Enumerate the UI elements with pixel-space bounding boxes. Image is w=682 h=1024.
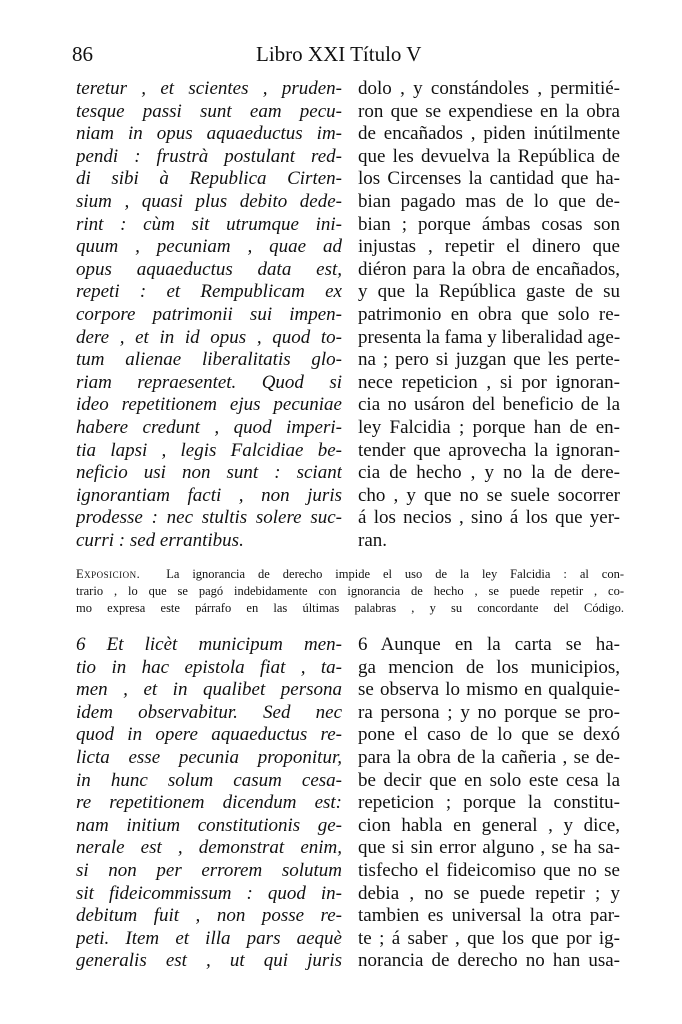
text-line: si non per errorem solutum [76, 859, 342, 881]
text-line: corpore patrimonii sui impen- [76, 303, 342, 325]
text-line: ra persona ; y no porque se pro- [358, 701, 620, 723]
text-line: pone el caso de lo que se dexó [358, 724, 620, 746]
spanish-column-2 [358, 634, 620, 973]
text-line: tio in hac epistola fiat , ta- [76, 656, 342, 678]
text-line: 6 Et licèt municipum men- [76, 634, 342, 655]
text-line: men , et in qualibet persona [76, 679, 342, 701]
text-line: 6 Aunque en la carta se ha- [358, 634, 620, 655]
text-line: prodesse : nec stultis solere suc- [76, 507, 342, 529]
text-line: be decir que en solo este cesa la [358, 769, 620, 791]
text-line: licta esse pecunia proponitur, [76, 746, 342, 768]
text-line: injustas , repetir el dinero que [358, 236, 620, 258]
text-line: in hunc solum casum cesa- [76, 769, 342, 791]
note-line [76, 566, 624, 583]
text-line: á los necios , sino á los que yer- [358, 507, 620, 529]
note-line: trario , lo que se pagó indebidamente con ignorancia de hecho , se puede repetir , co- [76, 584, 624, 598]
text-line: niam in opus aquaeductus im- [76, 123, 342, 145]
text-line: tia lapsi , legis Falcidiae be- [76, 439, 342, 461]
text-line: presenta la fama y liberalidad age- [358, 326, 620, 348]
text-line: se observa lo mismo en qualquie- [358, 679, 620, 701]
text-line: riam repraesentet. Quod si [76, 371, 342, 393]
text-line: nam initium constitutionis ge- [76, 814, 342, 836]
text-line: cho , y que no se suele socorrer [358, 484, 620, 506]
text-line: bian ; porque ámbas cosas son [358, 213, 620, 235]
running-title: Libro XXI Título V [256, 42, 422, 66]
text-line: tambien es universal la otra par- [358, 905, 620, 927]
text-line: ran. [358, 529, 388, 551]
text-line: repeti : et Rempublicam ex [76, 281, 342, 303]
text-line: habere credunt , quod imperi- [76, 416, 342, 438]
text-line: neficio usi non sunt : sciant [76, 462, 342, 484]
text-line: te ; á saber , que los que por ig- [358, 927, 620, 949]
text-line: tum alienae liberalitatis glo- [76, 349, 342, 371]
text-line: peti. Item et illa pars aequè [76, 927, 342, 949]
text-line: idem observabitur. Sed nec [76, 701, 342, 723]
text-line: sit fideicommissum : quod in- [76, 882, 342, 904]
text-line: rint : cùm sit utrumque ini- [76, 213, 342, 235]
note-text: La ignorancia de derecho impide el uso de la ley Falcidia : al con- [166, 567, 624, 581]
text-line: bian pagado mas de lo que de- [358, 190, 620, 212]
text-line: patrimonio en obra que solo re- [358, 303, 620, 325]
text-line: tesque passi sunt eam pecu- [76, 100, 342, 122]
text-line: que si sin error alguno , se ha sa- [358, 837, 620, 859]
text-line: quod in opere aquaeductus re- [76, 724, 342, 746]
text-line: nece repeticion , si por ignoran- [358, 371, 620, 393]
text-line: y que la República gaste de su [358, 281, 620, 303]
text-line: tender que aprovecha la ignoran- [358, 439, 620, 461]
text-line: re repetitionem dicendum est: [76, 792, 342, 814]
exposition-note [76, 566, 624, 617]
text-line: dolo , y constándoles , permitié- [358, 78, 620, 99]
text-line: tisfecho el fideicomiso que no se [358, 859, 620, 881]
text-line: debitum fuit , non posse re- [76, 905, 342, 927]
text-line: di sibi à Republica Cirten- [76, 168, 342, 190]
text-line: diéron para la obra de encañados, [358, 258, 620, 280]
text-line: dere , et in id opus , quod to- [76, 326, 342, 348]
spanish-column-1 [358, 78, 620, 552]
text-line: de encañados , piden inútilmente [358, 123, 620, 145]
text-line: debia , no se puede repetir ; y [358, 882, 620, 904]
note-label: Exposicion. [76, 567, 141, 581]
page-number: 86 [72, 42, 93, 66]
text-line: ley Falcidia ; porque han de en- [358, 416, 620, 438]
text-line: sium , quasi plus debito dede- [76, 190, 342, 212]
text-line: cia de hecho , y no la de dere- [358, 462, 620, 484]
text-line: para la obra de la cañeria , se de- [358, 746, 620, 768]
text-line: cia no usáron del beneficio de la [358, 394, 620, 416]
text-line: na ; pero si juzgan que les perte- [358, 349, 620, 371]
text-line: norancia de derecho no han usa- [358, 950, 620, 972]
text-line: cion habla en general , y dice, [358, 814, 620, 836]
text-line: curri : sed errantibus. [76, 529, 244, 551]
text-line: ideo repetitionem ejus pecuniae [76, 394, 342, 416]
text-line: quum , pecuniam , quae ad [76, 236, 342, 258]
text-line: ron que se expendiese en la obra [358, 100, 620, 122]
text-line: repeticion ; porque la constitu- [358, 792, 620, 814]
text-line: opus aquaeductus data est, [76, 258, 342, 280]
text-line: los Circenses la cantidad que ha- [358, 168, 620, 190]
text-line: nerale est , demonstrat enim, [76, 837, 342, 859]
text-line: generalis est , ut qui juris [76, 950, 342, 972]
note-line: mo expresa este párrafo en las últimas palabras , y su concordante del Código. [76, 601, 624, 615]
latin-column-1 [76, 78, 342, 552]
page-header [0, 42, 682, 72]
text-line: pendi : frustrà postulant red- [76, 145, 342, 167]
text-line: que les devuelva la República de [358, 145, 620, 167]
text-line: ignorantiam facti , non juris [76, 484, 342, 506]
text-line: ga mencion de los municipios, [358, 656, 620, 678]
text-line: teretur , et scientes , pruden- [76, 78, 342, 99]
latin-column-2 [76, 634, 342, 973]
